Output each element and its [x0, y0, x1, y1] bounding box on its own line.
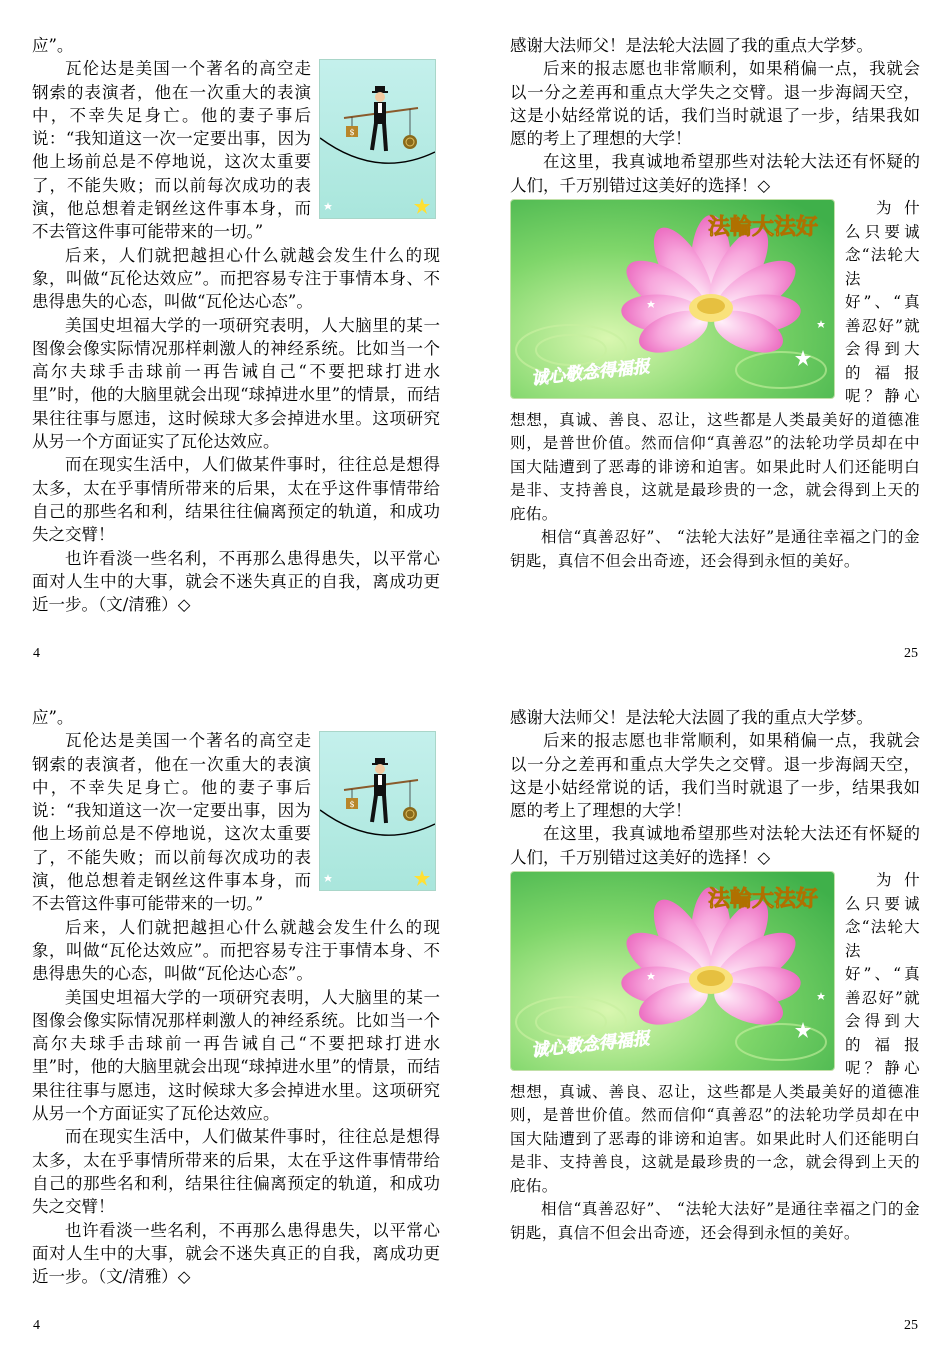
paragraph: 美国史坦福大学的一项研究表明，人大脑里的某一图像会像实际情况那样刺激人的神经系统。比如当一个高尔夫球手击球前一再告诫自己“不要把球打进水里”时，他的大脑里就会出现“球掉进水里”的情景，而结果往往事与愿违，这时候球大多会掉进水里。这项研究从另一个方面证实了瓦伦达效应。 [32, 315, 440, 452]
page-number-left: 4 [33, 646, 40, 661]
paragraph: 后来的报志愿也非常顺利，如果稍偏一点，我就会以一分之差再和重点大学失之交臂。退一步海阔天空，这是小姑经常说的话，我们当时就退了一步，结果我如愿的考上了理想的大学！ [510, 731, 920, 821]
right-page-column [510, 706, 920, 1245]
paragraph: 瓦伦达是美国一个著名的高空走钢索的表演者，他在一次重大的表演中，不幸失足身亡。他的妻子事后说：“我知道这一次一定要出事，因为他上场前总是不停地说，这次太重要了，不能失败；而以前每次成功的表演，他总想着走钢丝这件事本身，而不去管这件事可能带来的一切。” [32, 731, 311, 914]
paragraph: 后来，人们就把越担心什么就越会发生什么的现象，叫做“瓦伦达效应”。而把容易专注于事情本身、不患得患失的心态，叫做“瓦伦达心态”。 [32, 917, 440, 984]
paragraph: 而在现实生活中，人们做某件事时，往往总是想得太多，太在乎事情所带来的后果，太在乎这件事情带给自己的那些名和利，结果往往偏离预定的轨道，和成功失之交臂！ [32, 455, 440, 545]
right-page-column [510, 34, 920, 573]
lotus-banner-image [510, 871, 835, 1071]
paragraph: 也许看淡一些名利，不再那么患得患失，以平常心面对人生中的大事，就会不迷失真正的自我，离成功更近一步。（文/清雅）◇ [32, 1220, 440, 1287]
paragraph: 而在现实生活中，人们做某件事时，往往总是想得太多，太在乎事情所带来的后果，太在乎这件事情带给自己的那些名和利，结果往往偏离预定的轨道，和成功失之交臂！ [32, 1127, 440, 1217]
paragraph: 瓦伦达是美国一个著名的高空走钢索的表演者，他在一次重大的表演中，不幸失足身亡。他的妻子事后说：“我知道这一次一定要出事，因为他上场前总是不停地说，这次太重要了，不能失败；而以前每次成功的表演，他总想着走钢丝这件事本身，而不去管这件事可能带来的一切。” [32, 59, 311, 242]
paragraph: 应”。 [32, 708, 74, 727]
page-number-right: 25 [904, 1318, 918, 1333]
paragraph: 感谢大法师父！是法轮大法圆了我的重点大学梦。 [510, 36, 873, 55]
lotus-caption-text: 诚心敬念得福报 [530, 1028, 651, 1062]
paragraph: 在这里，我真诚地希望那些对法轮大法还有怀疑的人们，千万别错过这美好的选择！◇ [510, 824, 920, 867]
page-number-left: 4 [33, 1318, 40, 1333]
tightrope-walker-image [319, 731, 436, 891]
paragraph: 为什么只要诚念“法轮大法好”、“真善忍好”就会得到大的福报呢？静心想想，真诚、善良、忍让，这些都是人类最美好的道德准则，是普世价值。然而信仰“真善忍”的法轮功学员却在中国大陆遭到了恶毒的诽谤和迫害。如果此时人们还能明白是非、支持善良，这就是最珍贵的一念，就会得到上天的庇佑。 [510, 871, 920, 1195]
paragraph: 在这里，我真诚地希望那些对法轮大法还有怀疑的人们，千万别错过这美好的选择！◇ [510, 152, 920, 195]
lotus-title-text: 法輪大法好 [707, 215, 819, 241]
paragraph: 相信“真善忍好”、 “法轮大法好”是通往幸福之门的金钥匙，真信不但会出奇迹，还会得到永恒的美好。 [510, 1200, 920, 1242]
paragraph: 为什么只要诚念“法轮大法好”、“真善忍好”就会得到大的福报呢？静心想想，真诚、善良、忍让，这些都是人类最美好的道德准则，是普世价值。然而信仰“真善忍”的法轮功学员却在中国大陆遭到了恶毒的诽谤和迫害。如果此时人们还能明白是非、支持善良，这就是最珍贵的一念，就会得到上天的庇佑。 [510, 199, 920, 523]
paragraph: 感谢大法师父！是法轮大法圆了我的重点大学梦。 [510, 708, 873, 727]
paragraph: 后来，人们就把越担心什么就越会发生什么的现象，叫做“瓦伦达效应”。而把容易专注于事情本身、不患得患失的心态，叫做“瓦伦达心态”。 [32, 245, 440, 312]
spread-top [0, 0, 950, 672]
lotus-caption-text: 诚心敬念得福报 [530, 356, 651, 390]
page-number-right: 25 [904, 646, 918, 661]
left-page-column [32, 706, 440, 1288]
tightrope-walker-image [319, 59, 436, 219]
lotus-title-text: 法輪大法好 [707, 887, 819, 913]
lotus-banner-image [510, 199, 835, 399]
paragraph: 相信“真善忍好”、 “法轮大法好”是通往幸福之门的金钥匙，真信不但会出奇迹，还会得到永恒的美好。 [510, 528, 920, 570]
paragraph: 美国史坦福大学的一项研究表明，人大脑里的某一图像会像实际情况那样刺激人的神经系统。比如当一个高尔夫球手击球前一再告诫自己“不要把球打进水里”时，他的大脑里就会出现“球掉进水里”的情景，而结果往往事与愿违，这时候球大多会掉进水里。这项研究从另一个方面证实了瓦伦达效应。 [32, 987, 440, 1124]
left-page-column [32, 34, 440, 616]
paragraph: 应”。 [32, 36, 74, 55]
dollar-sign-icon: $ [349, 128, 355, 138]
paragraph: 也许看淡一些名利，不再那么患得患失，以平常心面对人生中的大事，就会不迷失真正的自我，离成功更近一步。（文/清雅）◇ [32, 548, 440, 615]
spread-bottom [0, 672, 950, 1344]
paragraph: 后来的报志愿也非常顺利，如果稍偏一点，我就会以一分之差再和重点大学失之交臂。退一步海阔天空，这是小姑经常说的话，我们当时就退了一步，结果我如愿的考上了理想的大学！ [510, 59, 920, 149]
dollar-sign-icon: $ [349, 800, 355, 810]
